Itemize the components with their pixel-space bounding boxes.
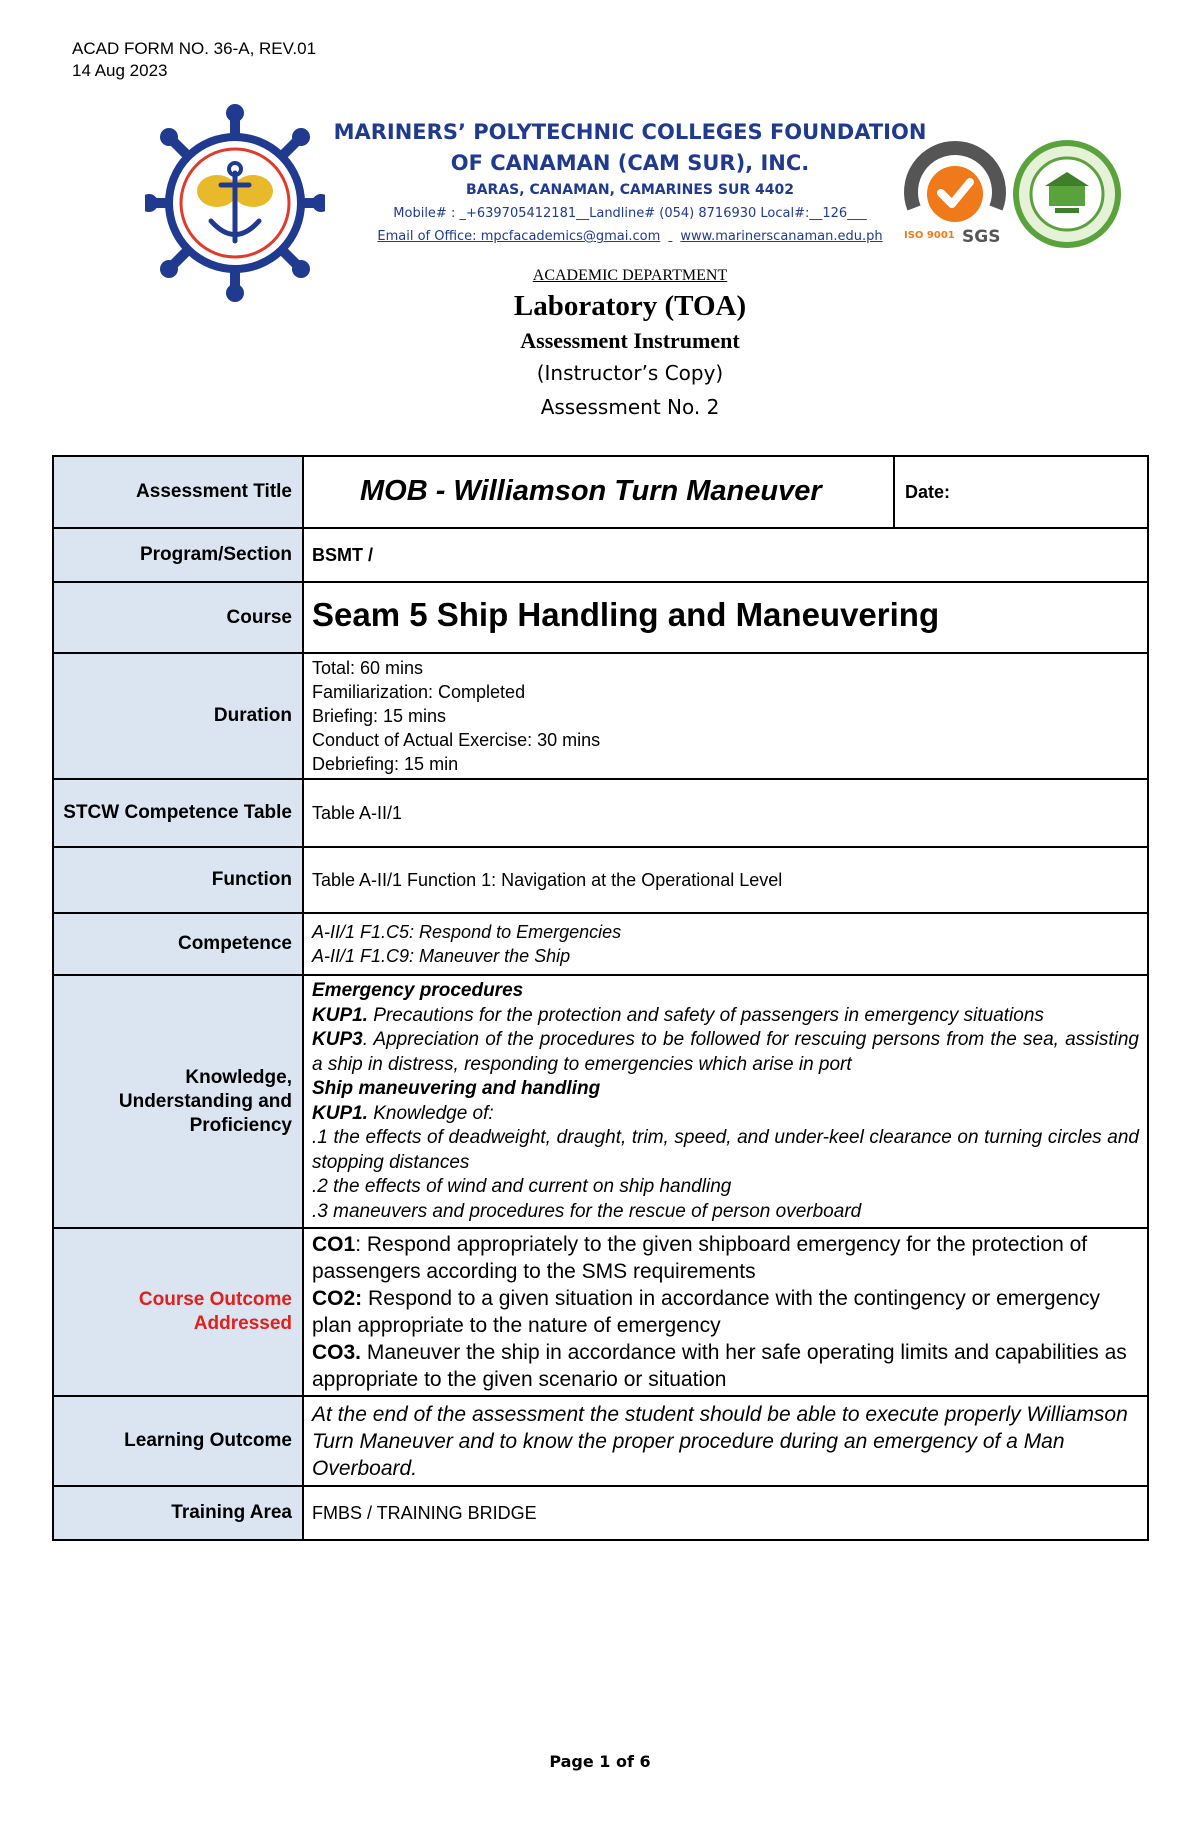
program-value: BSMT / (303, 528, 1148, 582)
course-value (303, 582, 1148, 653)
department-label: ACADEMIC DEPARTMENT (532, 267, 728, 284)
co3-item (312, 1339, 1139, 1393)
kup-knowledge-code: KUP1. (312, 1102, 368, 1124)
copy-label: (Instructor’s Copy) (536, 361, 724, 385)
assessment-title-label: Assessment Title (53, 456, 303, 528)
kup-sub-item-2: .2 the effects of wind and current on ship handling (312, 1176, 732, 1197)
course-outcome-value (303, 1228, 1148, 1396)
competence-label: Competence (53, 913, 303, 975)
org-website-link[interactable]: www.marinerscanaman.edu.ph (680, 229, 883, 244)
cert1-iso-label: ISO 9001 (904, 230, 955, 241)
function-value: Table A-II/1 Function 1: Navigation at the Operational Level (303, 847, 1148, 913)
form-number: ACAD FORM NO. 36-A, REV.01 (72, 39, 317, 58)
duration-debriefing: Debriefing: 15 min (312, 754, 459, 774)
org-contact: Mobile# : _+639705412181__Landline# (054) 8716930 Local#:__126___ (393, 206, 867, 221)
org-email-link[interactable]: Email of Office: mpcfacademics@gmai.com (377, 229, 661, 244)
assessment-form-table (52, 455, 1149, 1541)
org-address: BARAS, CANAMAN, CAMARINES SUR 4402 (466, 182, 794, 198)
competence-item-1: A-II/1 F1.C5: Respond to Emergencies (312, 922, 622, 942)
co2-item (312, 1285, 1139, 1339)
org-name-line1: MARINERS’ POLYTECHNIC COLLEGES FOUNDATION (333, 120, 927, 144)
row-stcw (53, 779, 1148, 847)
kup-heading-ship-handling: Ship maneuvering and handling (312, 1078, 601, 1099)
paccu-accreditation-seal-icon (1013, 140, 1121, 248)
kup-heading-emergency: Emergency procedures (312, 980, 524, 1001)
sgs-iso-certification-icon (900, 138, 1010, 248)
kup1-code: KUP1. (312, 1004, 368, 1026)
assessment-title-text: MOB - Williamson Turn Maneuver (360, 474, 822, 507)
ship-wheel-seal-logo (145, 103, 325, 303)
row-course (53, 582, 1148, 653)
co2-text: Respond to a given situation in accordance with the contingency or emergency plan appropriate to the nature of emergency (312, 1287, 1100, 1337)
assessment-title-value (303, 456, 894, 528)
kup-sub-item-1: .1 the effects of deadweight, draught, trim, speed, and under-keel clearance on turning circles and stopping distances (312, 1127, 1139, 1173)
co2-code: CO2: (312, 1287, 363, 1310)
org-links (330, 226, 930, 248)
row-kup (53, 975, 1148, 1228)
duration-total: Total: 60 mins (312, 658, 424, 678)
cert1-sgs-label: SGS (962, 227, 1001, 247)
learning-outcome-value: At the end of the assessment the student should be able to execute properly Williamson Turn Maneuver and to know the proper procedure during an emergency of a Man Overboard. (303, 1396, 1148, 1486)
document-subtitle: Assessment Instrument (520, 328, 740, 353)
duration-briefing: Briefing: 15 mins (312, 706, 447, 726)
org-name-line2: OF CANAMAN (CAM SUR), INC. (450, 151, 810, 175)
kup-item-3 (312, 1028, 1139, 1077)
row-learning-outcome (53, 1396, 1148, 1486)
competence-value (303, 913, 1148, 975)
program-label: Program/Section (53, 528, 303, 582)
co1-item (312, 1231, 1139, 1285)
row-course-outcome (53, 1228, 1148, 1396)
training-area-value: FMBS / TRAINING BRIDGE (303, 1486, 1148, 1540)
row-duration (53, 653, 1148, 779)
row-function (53, 847, 1148, 913)
duration-familiarization: Familiarization: Completed (312, 682, 526, 702)
assessment-number: Assessment No. 2 (540, 395, 720, 419)
kup-knowledge-text: Knowledge of: (367, 1102, 494, 1124)
date-field[interactable]: Date: (894, 456, 1148, 528)
duration-value (303, 653, 1148, 779)
co1-code: CO1 (312, 1233, 356, 1256)
duration-label: Duration (53, 653, 303, 779)
row-training-area (53, 1486, 1148, 1540)
page-number: Page 1 of 6 (549, 1752, 651, 1771)
co3-text: Maneuver the ship in accordance with her safe operating limits and capabilities as appropriate to the given scenario or situation (312, 1341, 1127, 1391)
kup-item-knowledge (312, 1102, 1139, 1127)
kup-value (303, 975, 1148, 1228)
co1-text: : Respond appropriately to the given shipboard emergency for the protection of passengers according to the SMS requirements (312, 1233, 1088, 1283)
competence-item-2: A-II/1 F1.C9: Maneuver the Ship (312, 946, 571, 966)
kup3-text: . Appreciation of the procedures to be followed for rescuing persons from the sea, assisting a ship in distress, responding to emergencies which arise in port (312, 1029, 1139, 1075)
row-program (53, 528, 1148, 582)
course-outcome-label: Course Outcome Addressed (53, 1228, 303, 1396)
course-text: Seam 5 Ship Handling and Maneuvering (312, 596, 940, 633)
organization-header (330, 116, 930, 248)
row-assessment-title (53, 456, 1148, 528)
course-label: Course (53, 582, 303, 653)
document-title: Laboratory (TOA) (513, 290, 747, 322)
learning-outcome-label: Learning Outcome (53, 1396, 303, 1486)
form-date: 14 Aug 2023 (72, 61, 168, 80)
kup-label: Knowledge, Understanding and Proficiency (53, 975, 303, 1228)
function-label: Function (53, 847, 303, 913)
form-code (72, 38, 316, 82)
kup1-text: Precautions for the protection and safety of passengers in emergency situations (367, 1004, 1044, 1026)
kup-item-1 (312, 1004, 1139, 1029)
document-titles (330, 266, 930, 424)
stcw-label: STCW Competence Table (53, 779, 303, 847)
row-competence (53, 913, 1148, 975)
kup-sub-item-3: .3 maneuvers and procedures for the rescue of person overboard (312, 1200, 862, 1222)
co3-code: CO3. (312, 1341, 362, 1364)
duration-exercise: Conduct of Actual Exercise: 30 mins (312, 730, 601, 750)
stcw-value: Table A-II/1 (303, 779, 1148, 847)
kup3-code: KUP3 (312, 1029, 363, 1050)
training-area-label: Training Area (53, 1486, 303, 1540)
